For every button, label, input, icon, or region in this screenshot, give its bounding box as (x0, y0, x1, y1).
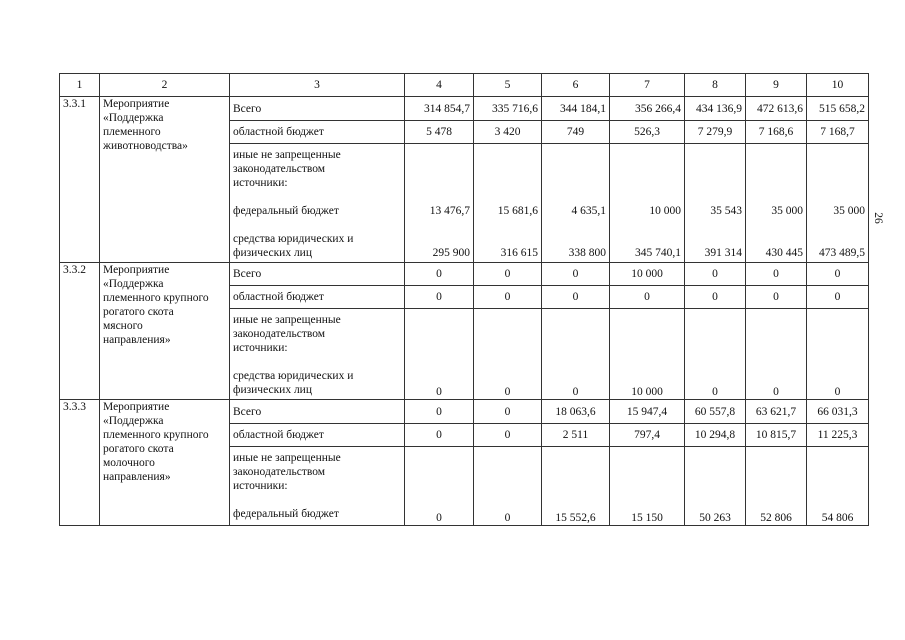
row-label: федеральный бюджет (233, 205, 339, 217)
value-cell: 0 (610, 286, 685, 309)
value-cell: 10 000 (610, 309, 685, 400)
funding-sources-cell: иные не запрещенные законодательством источники: федеральный бюджет (230, 447, 405, 526)
row-label: Всего (230, 263, 405, 286)
value-cell: 52 806 (746, 447, 807, 526)
budget-table (59, 73, 869, 526)
value-cell: 335 716,6 (474, 97, 542, 121)
value-cell: 0 (685, 309, 746, 400)
value-cell: 11 225,3 (807, 424, 869, 447)
value-cell: 35 000 473 489,5 (807, 144, 869, 263)
section-code: 3.3.1 (60, 97, 100, 263)
value-cell: 0 (405, 400, 474, 424)
value-cell: 0 (405, 424, 474, 447)
value-cell: 0 (474, 447, 542, 526)
value-cell: 0 (807, 309, 869, 400)
value-cell: 0 (746, 286, 807, 309)
header-cell: 9 (746, 74, 807, 97)
header-cell: 10 (807, 74, 869, 97)
value-cell: 472 613,6 (746, 97, 807, 121)
value-cell: 0 (474, 263, 542, 286)
value-cell: 13 476,7 295 900 (405, 144, 474, 263)
value-cell: 15 150 (610, 447, 685, 526)
value-cell: 0 (542, 309, 610, 400)
row-label: областной бюджет (230, 286, 405, 309)
value-cell: 10 000 345 740,1 (610, 144, 685, 263)
value-cell: 0 (685, 263, 746, 286)
row-label: федеральный бюджет (233, 508, 339, 520)
header-cell: 8 (685, 74, 746, 97)
value-cell: 356 266,4 (610, 97, 685, 121)
value-cell: 434 136,9 (685, 97, 746, 121)
value-cell: 7 168,6 (746, 121, 807, 144)
value-cell: 35 543 391 314 (685, 144, 746, 263)
table-row (60, 400, 869, 424)
header-cell: 3 (230, 74, 405, 97)
section-code: 3.3.3 (60, 400, 100, 526)
value-cell: 0 (474, 424, 542, 447)
value-cell: 0 (542, 263, 610, 286)
funding-sources-cell: иные не запрещенные законодательством источники: федеральный бюджет средства юридических и физических лиц (230, 144, 405, 263)
header-cell: 2 (100, 74, 230, 97)
value-cell: 10 294,8 (685, 424, 746, 447)
value-cell: 0 (685, 286, 746, 309)
value-cell: 66 031,3 (807, 400, 869, 424)
value-cell: 314 854,7 (405, 97, 474, 121)
section-name: Мероприятие «Поддержка племенного крупного рогатого скота молочного направления» (100, 400, 230, 526)
value-cell: 749 (542, 121, 610, 144)
table-row (60, 263, 869, 286)
value-cell: 15 947,4 (610, 400, 685, 424)
header-cell: 7 (610, 74, 685, 97)
value-cell: 0 (474, 400, 542, 424)
value-cell: 0 (405, 309, 474, 400)
value-cell: 0 (542, 286, 610, 309)
value-cell: 0 (405, 447, 474, 526)
value-cell: 0 (807, 286, 869, 309)
value-cell: 2 511 (542, 424, 610, 447)
row-label: областной бюджет (230, 121, 405, 144)
section-name: Мероприятие «Поддержка племенного животноводства» (100, 97, 230, 263)
value-cell: 797,4 (610, 424, 685, 447)
value-cell: 0 (405, 263, 474, 286)
value-cell: 0 (474, 286, 542, 309)
value-cell: 63 621,7 (746, 400, 807, 424)
value-cell: 15 552,6 (542, 447, 610, 526)
value-cell: 4 635,1 338 800 (542, 144, 610, 263)
row-label: Всего (230, 97, 405, 121)
value-cell: 35 000 430 445 (746, 144, 807, 263)
value-cell: 10 000 (610, 263, 685, 286)
value-cell: 515 658,2 (807, 97, 869, 121)
row-label: областной бюджет (230, 424, 405, 447)
value-cell: 18 063,6 (542, 400, 610, 424)
header-cell: 4 (405, 74, 474, 97)
table-row (60, 97, 869, 121)
value-cell: 0 (807, 263, 869, 286)
value-cell: 60 557,8 (685, 400, 746, 424)
header-cell: 5 (474, 74, 542, 97)
value-cell: 0 (405, 286, 474, 309)
value-cell: 3 420 (474, 121, 542, 144)
value-cell: 10 815,7 (746, 424, 807, 447)
value-cell: 50 263 (685, 447, 746, 526)
header-row (60, 74, 869, 97)
value-cell: 344 184,1 (542, 97, 610, 121)
funding-sources-cell: иные не запрещенные законодательством источники: средства юридических и физических лиц (230, 309, 405, 400)
value-cell: 7 279,9 (685, 121, 746, 144)
value-cell: 54 806 (807, 447, 869, 526)
section-name: Мероприятие «Поддержка племенного крупного рогатого скота мясного направления» (100, 263, 230, 400)
value-cell: 7 168,7 (807, 121, 869, 144)
header-cell: 1 (60, 74, 100, 97)
section-code: 3.3.2 (60, 263, 100, 400)
value-cell: 15 681,6 316 615 (474, 144, 542, 263)
value-cell: 0 (474, 309, 542, 400)
page-number: 26 (871, 212, 884, 224)
value-cell: 0 (746, 309, 807, 400)
value-cell: 526,3 (610, 121, 685, 144)
value-cell: 0 (746, 263, 807, 286)
header-cell: 6 (542, 74, 610, 97)
row-label: Всего (230, 400, 405, 424)
value-cell: 5 478 (405, 121, 474, 144)
